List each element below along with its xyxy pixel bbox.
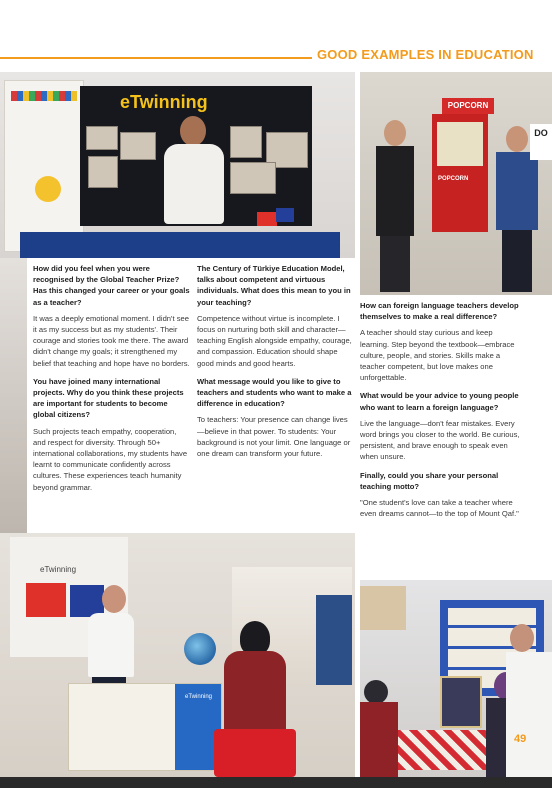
eu-flag [276, 208, 294, 222]
student-shirt [88, 613, 134, 677]
corridor-banner [316, 595, 352, 685]
student-head [510, 624, 534, 652]
board-photo [230, 162, 276, 194]
etwinning-logo: eTwinning [120, 92, 208, 112]
banner-color-band [11, 91, 77, 101]
wall-poster [360, 586, 406, 630]
exhibit-book [440, 676, 482, 728]
page-number: 49 [514, 733, 527, 745]
question: What message would you like to give to teachers and students who want to make a difference in education? [197, 376, 352, 409]
turkish-flag [26, 583, 66, 617]
answer: A teacher should stay curious and keep learning. Step beyond the textbook—embrace culture, people, and stories. Skills make a teacher competent, but love makes one unforgettable. [360, 328, 515, 383]
question: What would be your advice to young people who want to learn a foreign language? [360, 391, 519, 412]
booth-table [20, 232, 340, 258]
interview-column-3 [360, 300, 520, 526]
english-banner [4, 80, 84, 252]
photo-etwinning-booth [0, 72, 355, 258]
question: The Century of Türkiye Education Model, talks about competent and virtuous individuals. What does this mean to you in your teaching? [197, 264, 351, 307]
board-photo [88, 156, 118, 188]
header-rule [0, 57, 312, 59]
red-suitcase [214, 729, 296, 777]
interview-column-2 [197, 263, 355, 466]
student-head [506, 126, 528, 152]
interview-column-1 [33, 263, 191, 500]
answer: To teachers: Your presence can change lives—believe in that power. To students: Your background is not your limit. One language or one dream can transform your future. [197, 415, 351, 459]
counter-label: eTwinning [185, 694, 213, 700]
student-coat [496, 152, 538, 230]
visitor-head [240, 621, 270, 655]
turkish-flag [257, 212, 277, 226]
board-photo [120, 132, 156, 160]
teacher-head [180, 116, 206, 146]
student-body [360, 702, 398, 777]
student-head [364, 680, 388, 704]
wall-sign: DO [530, 124, 552, 160]
answer: It was a deeply emotional moment. I didn't see it as my success but as my students'. Their courage and stories took me there. The award didn't change my goals; it strengthened my belief that teaching and hope have no borders. [33, 313, 190, 368]
photo-exhibit-table [360, 580, 552, 777]
display-counter [68, 683, 222, 771]
section-header [0, 43, 552, 67]
banner-circle [35, 176, 61, 202]
photo-popcorn-cart [360, 72, 552, 295]
teacher-legs [380, 236, 410, 292]
cart-label: POPCORN [438, 176, 469, 182]
student-figure [506, 624, 552, 777]
teacher-vest [376, 146, 414, 236]
teacher-figure [372, 120, 418, 292]
question: Finally, could you share your personal teaching motto? [360, 470, 499, 491]
photo-globe-stand [0, 533, 355, 777]
globe [184, 633, 216, 665]
answer: Competence without virtue is incomplete. I focus on nurturing both skill and character—teaching English alongside empathy, courage, and compassion. Education should shape good minds and good hearts. [197, 313, 352, 368]
etwinning-logo-text: eTwinning [40, 565, 77, 574]
student-legs [502, 230, 532, 292]
bottom-bar [0, 777, 552, 788]
photo-strip-left [0, 258, 27, 533]
student-figure [360, 680, 398, 777]
teacher-torso [164, 144, 224, 224]
student-body [506, 652, 552, 777]
question: You have joined many international projects. Why do you think these projects are important for students to become global citizens? [33, 376, 184, 420]
answer: Live the language—don't fear mistakes. Every word brings you closer to the world. Be curious, persistent, and brave enough to speak even when unsure. [360, 418, 520, 462]
popcorn-glass [437, 122, 483, 166]
popcorn-sign: POPCORN [442, 98, 494, 114]
board-photo [230, 126, 262, 158]
board-photo [86, 126, 118, 150]
student-head [102, 585, 126, 613]
question: How did you feel when you were recognised by the Global Teacher Prize? Has this changed your career or your goals as a teacher? [33, 264, 190, 307]
popcorn-cart [432, 114, 488, 232]
question: How can foreign language teachers develop themselves to make a real difference? [360, 301, 519, 322]
motto-quote: "One student's love can take a teacher where even dreams cannot—to the top of Mount Qaf." [360, 498, 519, 519]
teacher-head [384, 120, 406, 146]
answer: Such projects teach empathy, cooperation, and respect for diversity. Through 50+ international collaborations, my students have learnt to communicate confidently across cultures. These experiences teach humanity beyond grammar. [33, 426, 188, 492]
section-title: GOOD EXAMPLES IN EDUCATION [317, 47, 534, 62]
